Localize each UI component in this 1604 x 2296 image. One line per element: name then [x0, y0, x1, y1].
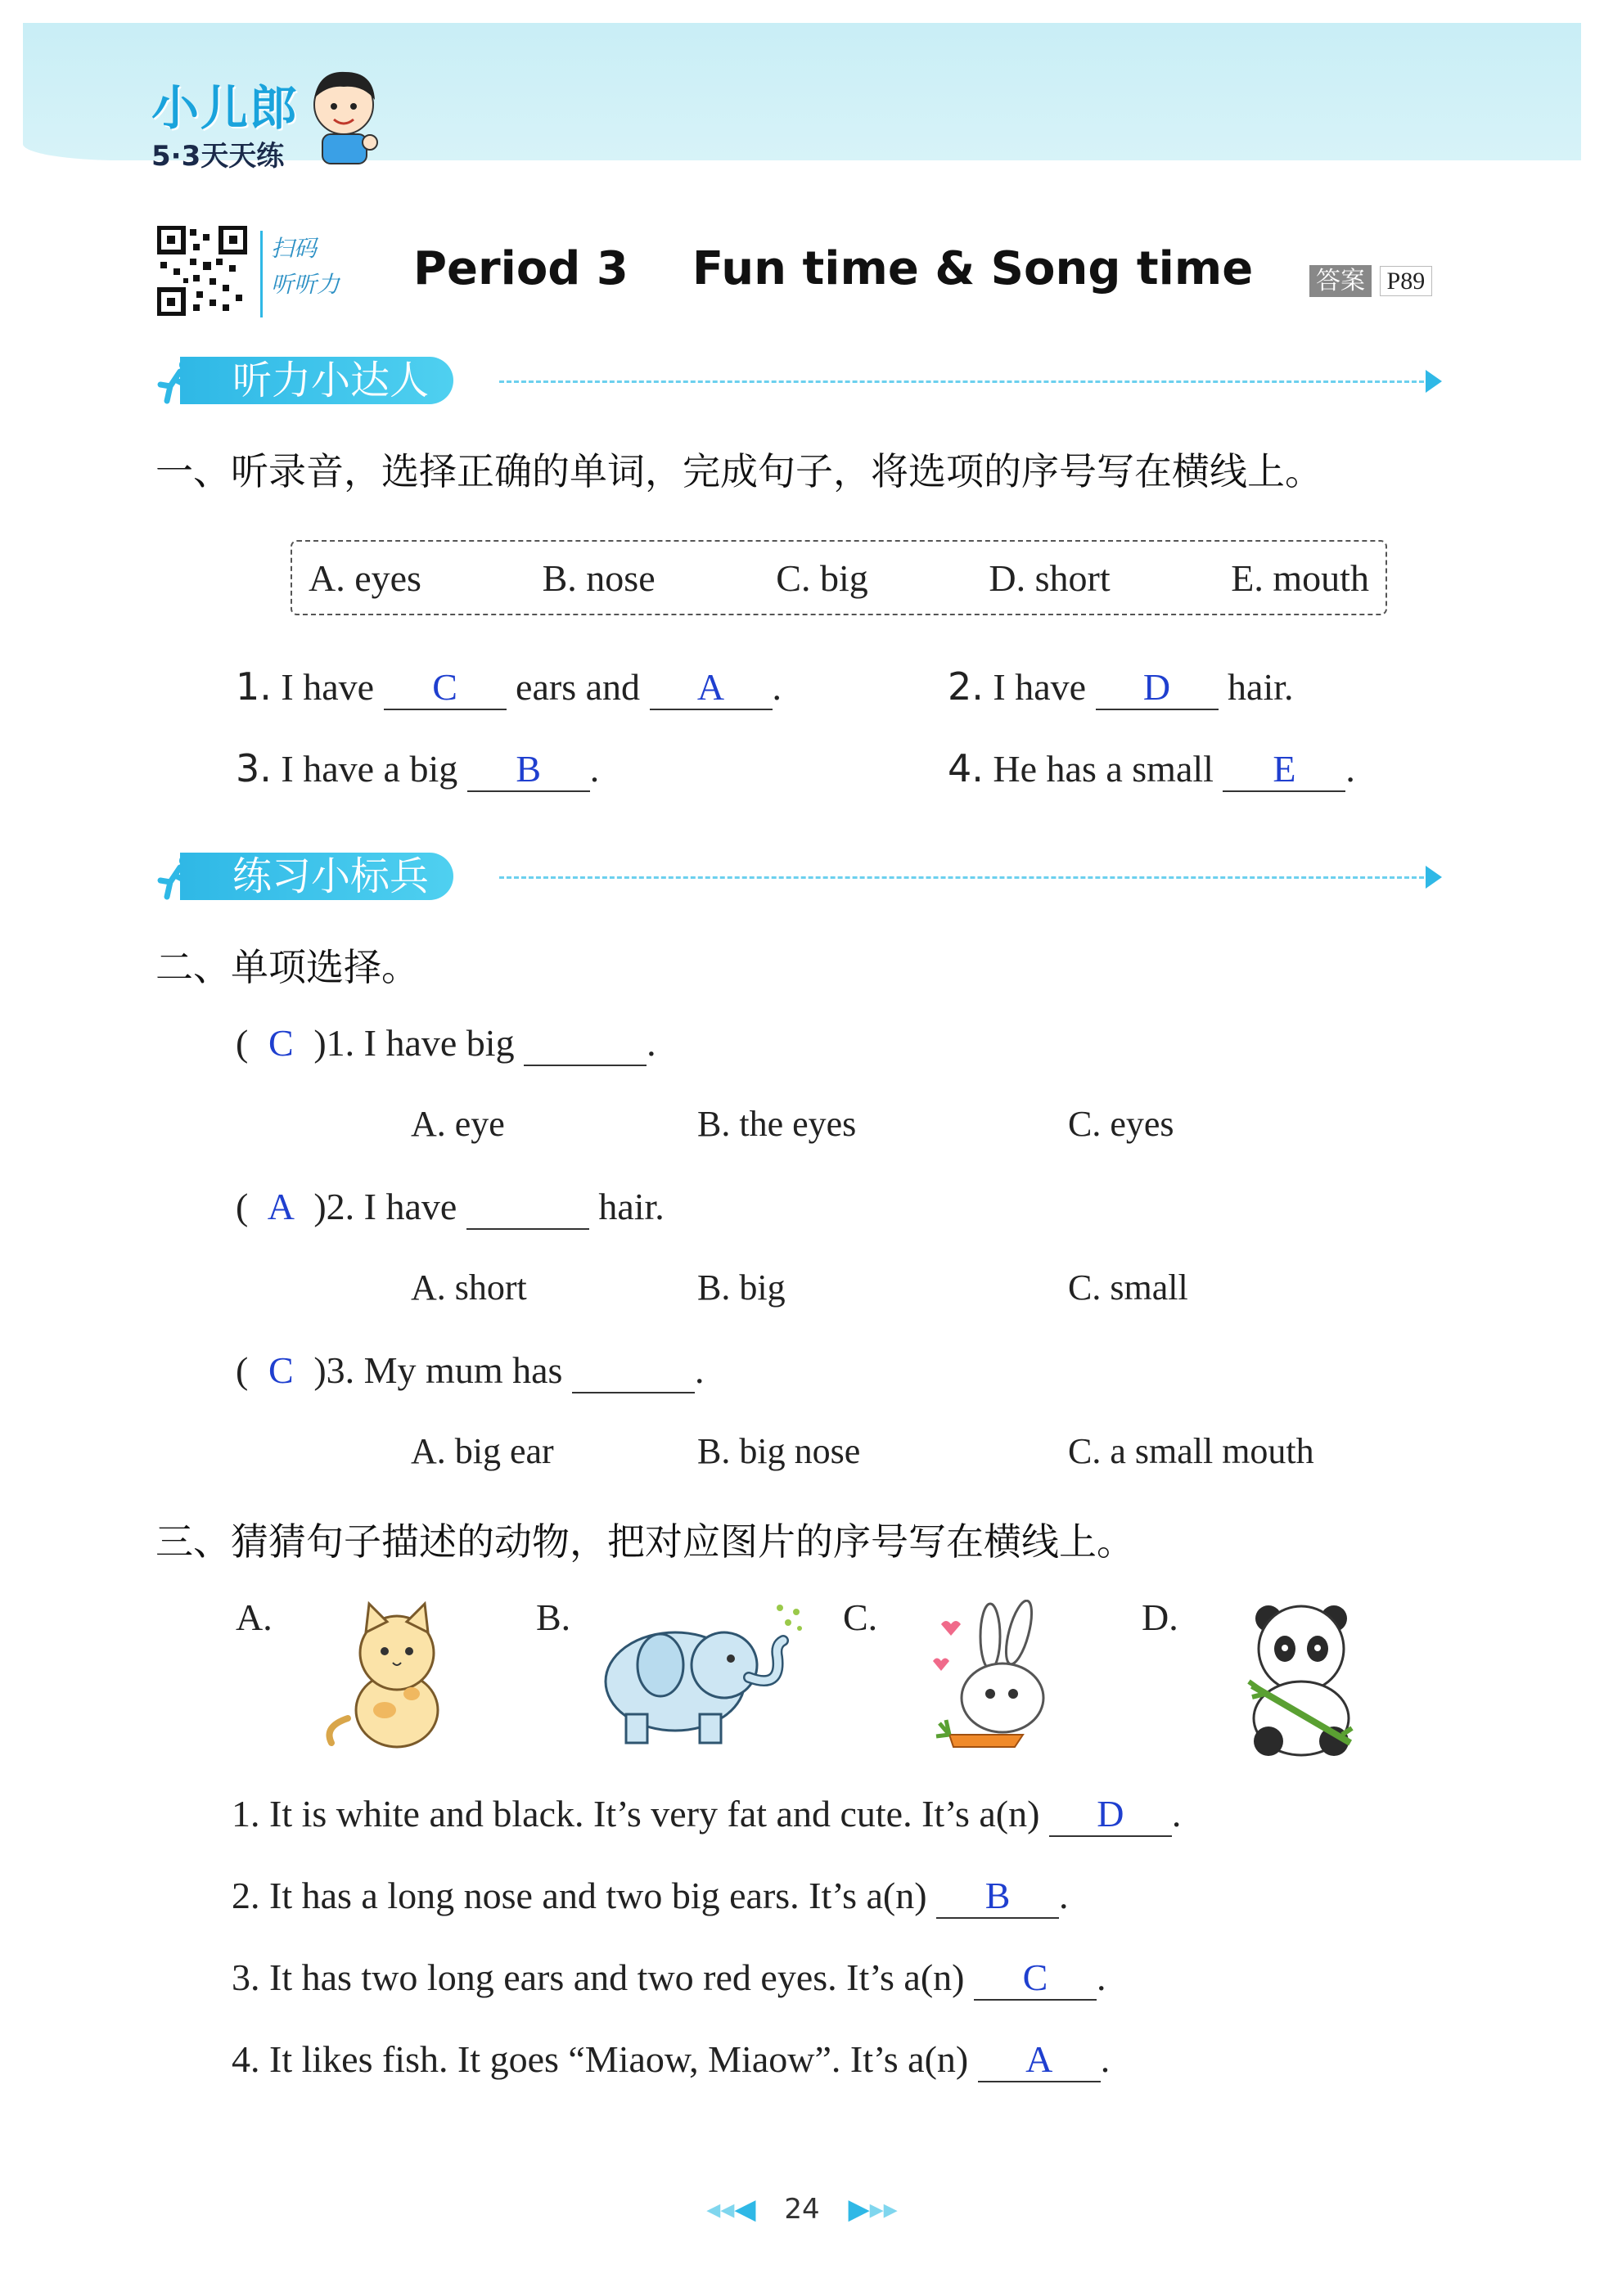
q2-item-1-option: B. the eyes: [697, 1104, 857, 1144]
picture-label: D.: [1142, 1596, 1178, 1638]
q1-item-2: 2. I have D hair.: [948, 664, 1294, 709]
q3-item-3: 3. It has two long ears and two red eyes. It’s a(n) C .: [232, 1956, 1106, 2001]
q1-item-1: 1. I have C ears and A .: [236, 664, 782, 709]
chevron-left-icon: ◂◂: [706, 2193, 735, 2226]
page-footer: [671, 2193, 933, 2226]
answer-page-ref: 答案 P89: [1309, 260, 1432, 296]
rabbit-icon: [917, 1600, 1080, 1755]
q2-item-1: ( C )1. I have big .: [236, 1021, 656, 1066]
answer-blank[interactable]: D: [1049, 1792, 1172, 1837]
section-listening-title: 听力小达人: [180, 357, 453, 404]
word-option: B. nose: [542, 556, 656, 599]
answer-bracket[interactable]: A: [267, 1186, 295, 1227]
answer-blank[interactable]: A: [978, 2037, 1101, 2082]
panda-icon: [1236, 1596, 1367, 1759]
answer-blank[interactable]: [466, 1185, 589, 1230]
qr-code-icon[interactable]: [157, 226, 247, 316]
answer-bracket[interactable]: C: [268, 1022, 294, 1064]
chevron-right-icon: ▸▸: [869, 2193, 898, 2226]
q2-item-2-option: B. big: [697, 1267, 786, 1308]
chevron-right-icon: ▶: [848, 2193, 870, 2226]
answer-blank[interactable]: A: [650, 665, 773, 710]
picture-label: C.: [843, 1596, 878, 1638]
chevron-right-icon: [1426, 866, 1442, 889]
q3-item-4: 4. It likes fish. It goes “Miaow, Miaow”. It’s a(n) A .: [232, 2037, 1110, 2082]
q2-item-3-option: C. a small mouth: [1068, 1431, 1314, 1471]
q2-item-2-option: A. short: [411, 1267, 527, 1308]
answer-bracket[interactable]: C: [268, 1349, 294, 1391]
answer-blank[interactable]: E: [1223, 747, 1345, 792]
answer-blank[interactable]: [524, 1021, 647, 1066]
section-practice: [155, 848, 1449, 907]
q1-item-3: 3. I have a big B .: [236, 746, 600, 790]
word-option: C. big: [776, 556, 868, 599]
q2-item-3-option: A. big ear: [411, 1431, 554, 1471]
q2-instruction: 二、单项选择。: [155, 945, 419, 989]
q1-item-4: 4. He has a small E .: [948, 746, 1355, 790]
qr-listen-label: 扫码 听听力: [260, 231, 361, 317]
chevron-right-icon: [1426, 370, 1442, 393]
chevron-left-icon: ◀: [734, 2193, 756, 2226]
q1-instruction: 一、听录音，选择正确的单词，完成句子，将选项的序号写在横线上。: [155, 449, 1322, 493]
picture-label: B.: [536, 1596, 571, 1638]
q3-instruction: 三、猜猜句子描述的动物，把对应图片的序号写在横线上。: [155, 1519, 1134, 1564]
answer-blank[interactable]: [572, 1348, 695, 1393]
elephant-icon: [593, 1600, 806, 1747]
q2-item-3: ( C )3. My mum has .: [236, 1348, 704, 1393]
q2-item-2: ( A )2. I have hair.: [236, 1185, 665, 1230]
section-practice-title: 练习小标兵: [180, 853, 453, 900]
q3-item-1: 1. It is white and black. It’s very fat and cute. It’s a(n) D .: [232, 1792, 1181, 1837]
picture-label: A.: [236, 1596, 273, 1638]
brand-series: 5·3天天练: [151, 140, 285, 173]
answer-blank[interactable]: D: [1096, 665, 1219, 710]
q2-item-1-option: C. eyes: [1068, 1104, 1174, 1144]
brand-name: 小儿郎: [151, 80, 300, 136]
answer-blank[interactable]: B: [936, 1874, 1059, 1919]
word-option: E. mouth: [1231, 556, 1369, 599]
page-number: 24: [784, 2193, 820, 2226]
period-title: Period 3 Fun time & Song time: [413, 242, 1254, 295]
section-listening: [155, 352, 1449, 411]
q2-item-2-option: C. small: [1068, 1267, 1188, 1308]
word-option: A. eyes: [309, 556, 421, 599]
mascot-boy-icon: [303, 64, 385, 166]
q2-item-3-option: B. big nose: [697, 1431, 861, 1471]
brand-logo: [151, 70, 299, 173]
cat-icon: [315, 1596, 462, 1751]
answer-blank[interactable]: C: [974, 1956, 1097, 2001]
q1-word-box: [291, 540, 1387, 615]
q2-item-1-option: A. eye: [411, 1104, 505, 1144]
answer-blank[interactable]: B: [467, 747, 590, 792]
q3-item-2: 2. It has a long nose and two big ears. It’s a(n) B .: [232, 1874, 1069, 1919]
answer-blank[interactable]: C: [384, 665, 507, 710]
word-option: D. short: [989, 556, 1111, 599]
